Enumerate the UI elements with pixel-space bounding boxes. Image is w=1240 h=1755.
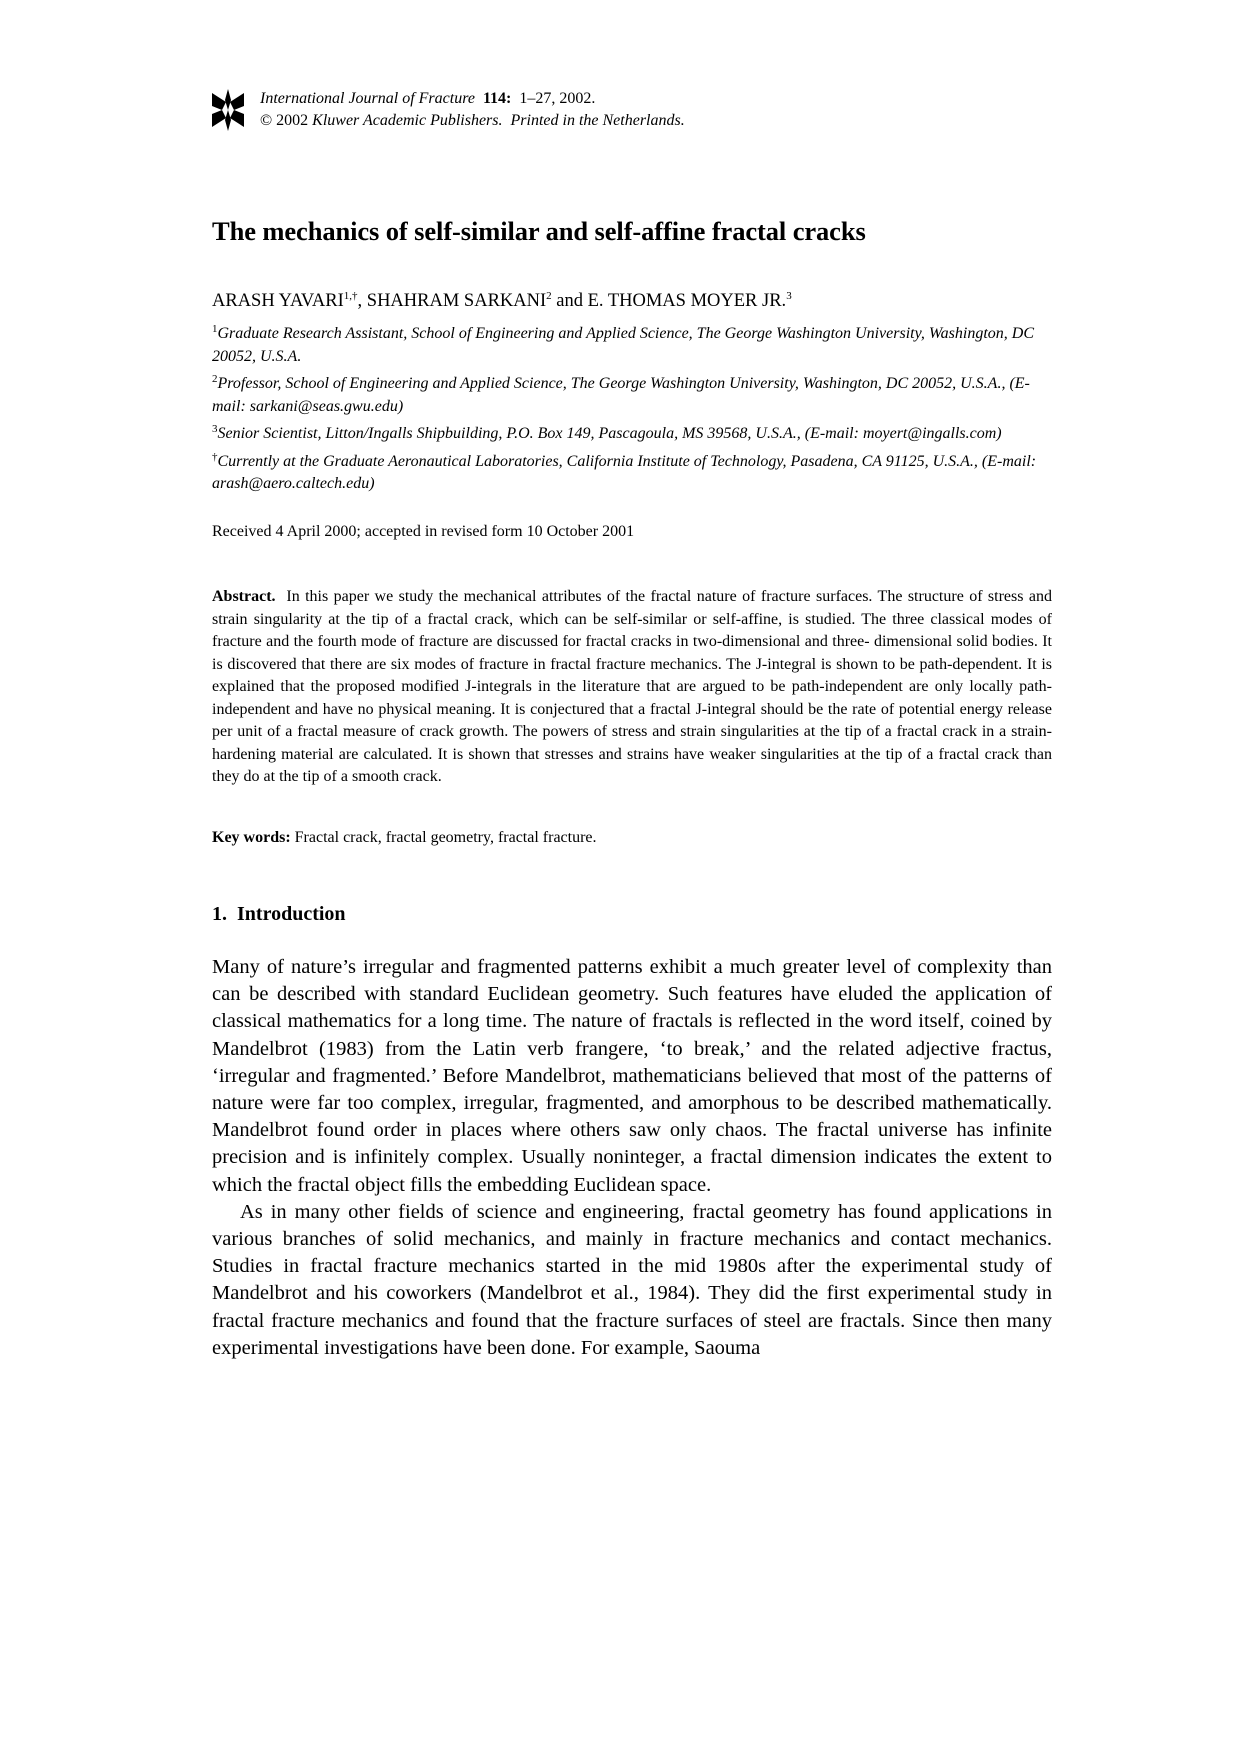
journal-name: International Journal of Fracture (260, 90, 475, 107)
keywords (212, 829, 597, 847)
affiliation-list (212, 318, 1052, 496)
printed-in: Printed in the Netherlands. (510, 112, 685, 129)
affiliation (212, 368, 1052, 418)
author-separator: and (551, 291, 588, 311)
author-affiliation-mark: 2 (546, 290, 552, 302)
paragraph: As in many other fields of science and engineering, fractal geometry has found applications in various branches of solid mechanics, and mainly in fracture mechanics and contact mechanics. Studies in fractal fracture mechanics started in the mid 1980s after the experimental study of Mandelbrot and his coworkers (Mandelbrot et al., 1984). They did the first experimental study in fractal fracture mechanics and found that the fracture surfaces of steel are fractals. Since then many experimental investigations have been done. For example, Saouma (212, 1200, 1052, 1359)
section-heading (212, 903, 346, 926)
affiliation (212, 418, 1052, 446)
author-list (212, 290, 792, 312)
publisher-name: Kluwer Academic Publishers. (312, 112, 503, 129)
publisher-logo-icon (212, 89, 244, 131)
affiliation-mark: 3 (212, 423, 218, 435)
affiliation-mark: 1 (212, 323, 218, 335)
received-dates: Received 4 April 2000; accepted in revised form 10 October 2001 (212, 523, 635, 540)
author-name: ARASH YAVARI (212, 291, 344, 311)
journal-pages: 1–27, 2002. (519, 90, 596, 107)
section-title: Introduction (237, 903, 346, 925)
copyright-line (260, 110, 685, 132)
journal-header (260, 88, 685, 132)
journal-volume: 114: (482, 90, 512, 107)
keywords-text: Fractal crack, fractal geometry, fractal fracture. (294, 829, 597, 846)
affiliation (212, 446, 1052, 496)
author-name: SHAHRAM SARKANI (366, 291, 547, 311)
author-affiliation-mark: 1,† (343, 290, 358, 302)
affiliation-text: Graduate Research Assistant, School of Engineering and Applied Science, The George Washington University, Washington, DC 20052, U.S.A. (212, 325, 1035, 365)
body-text (212, 954, 1052, 1362)
affiliation-mark: † (212, 450, 218, 463)
affiliation-text: Currently at the Graduate Aeronautical Laboratories, California Institute of Technology, Pasadena, CA 91125, U.S.A., (E-mail: arash@aero.caltech.edu) (212, 452, 1037, 492)
author-name: E. THOMAS MOYER JR. (587, 291, 787, 311)
abstract-text: In this paper we study the mechanical attributes of the fractal nature of fracture surfaces. The structure of stress and strain singularity at the tip of a fractal crack, which can be self-similar or self-affine, is studied. The three classical modes of fracture and the fourth mode of fracture are discussed for fractal cracks in two-dimensional and three- dimensional solid bodies. It is discovered that there are six modes of fracture in fractal fracture mechanics. The J-integral is shown to be path-dependent. It is explained that the proposed modified J-integrals in the literature that are argued to be path-independent are only locally path-independent and have no physical meaning. It is conjectured that a fractal J-integral should be the rate of potential energy release per unit of a fractal measure of crack growth. The powers of stress and strain singularities at the tip of a fractal crack in a strain-hardening material are calculated. It is shown that stresses and strains have weaker singularities at the tip of a fractal crack than they do at the tip of a smooth crack. (212, 588, 1052, 785)
paragraph: Many of nature’s irregular and fragmented patterns exhibit a much greater level of complexity than can be described with standard Euclidean geometry. Such features have eluded the application of classical mathematics for a long time. The nature of fractals is reflected in the word itself, coined by Mandelbrot (1983) from the Latin verb frangere, ‘to break,’ and the related adjective fractus, ‘irregular and fragmented.’ Before Mandelbrot, mathematicians believed that most of the patterns of nature were far too complex, irregular, fragmented, and amorphous to be described mathematically. Mandelbrot found order in places where others saw only chaos. The fractal universe has infinite precision and is infinitely complex. Usually noninteger, a fractal dimension indicates the extent to which the fractal object fills the embedding Euclidean space. (212, 956, 1052, 1196)
abstract-label: Abstract. (212, 588, 276, 605)
author-affiliation-mark: 3 (786, 290, 792, 302)
keywords-label: Key words: (212, 829, 291, 846)
affiliation (212, 318, 1052, 368)
copyright-year: © 2002 (260, 112, 309, 129)
affiliation-text: Professor, School of Engineering and Applied Science, The George Washington University, Washington, DC 20052, U.S.A., (E-mail: sarkani@seas.gwu.edu) (212, 375, 1030, 415)
journal-citation-line (260, 88, 685, 110)
affiliation-mark: 2 (212, 373, 218, 385)
paper-title: The mechanics of self-similar and self-affine fractal cracks (212, 216, 866, 246)
author-separator: , (357, 291, 367, 311)
section-number: 1. (212, 903, 227, 925)
affiliation-text: Senior Scientist, Litton/Ingalls Shipbuilding, P.O. Box 149, Pascagoula, MS 39568, U.S.A., (E-mail: moyert@ingalls.com) (217, 425, 1002, 442)
abstract (212, 586, 1052, 789)
